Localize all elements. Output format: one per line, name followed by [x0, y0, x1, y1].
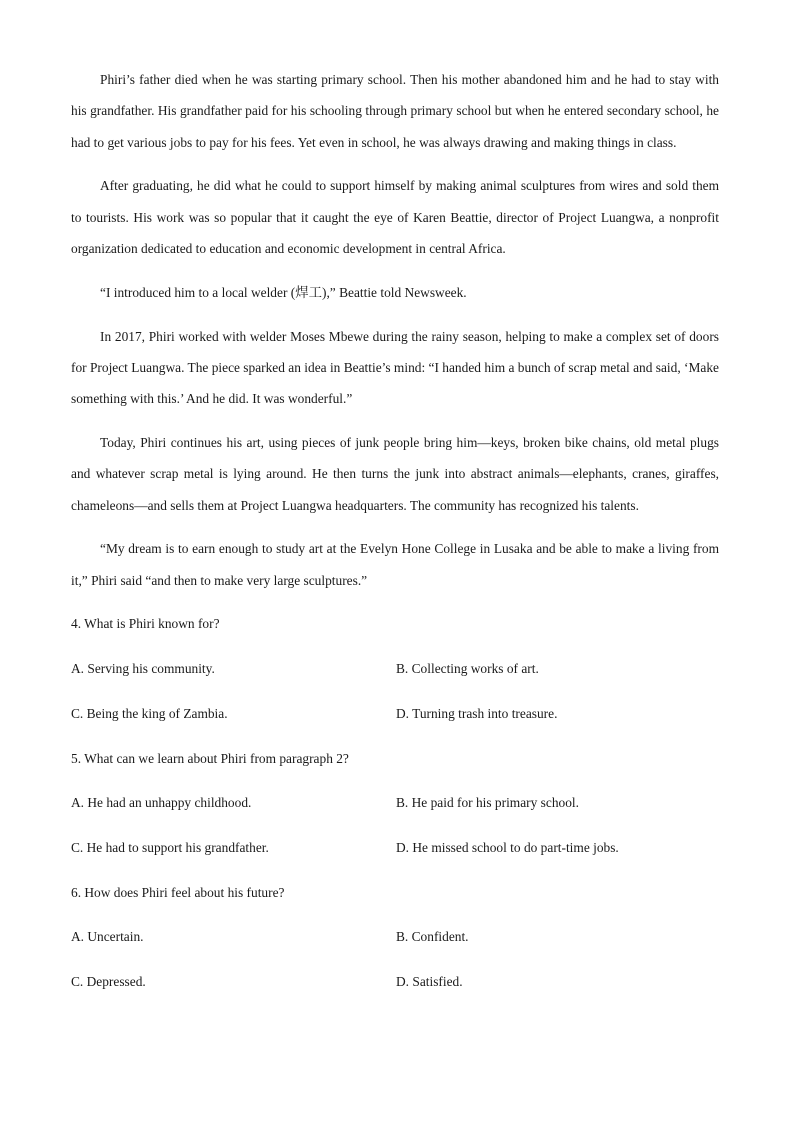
question-5	[71, 743, 719, 864]
option-d: D. Satisfied.	[396, 973, 463, 989]
passage-paragraph: “My dream is to earn enough to study art at the Evelyn Hone College in Lusaka and be able to make a living from it,” Phiri said “and then to make very large sculptures.”	[71, 541, 719, 588]
option-b: B. He paid for his primary school.	[396, 795, 579, 811]
option-a: A. Serving his community.	[71, 661, 215, 677]
document-page	[71, 64, 719, 1011]
option-d: D. He missed school to do part-time jobs.	[396, 839, 619, 855]
passage-paragraph: In 2017, Phiri worked with welder Moses Mbewe during the rainy season, helping to make a complex set of doors for Project Luangwa. The piece sparked an idea in Beattie’s mind: “I handed him a bunch of scrap metal and said, ‘Make something with this.’ And he did. It was wonderful.”	[71, 328, 719, 407]
option-c: C. Depressed.	[71, 973, 146, 989]
option-c: C. Being the king of Zambia.	[71, 705, 228, 721]
option-a: A. He had an unhappy childhood.	[71, 795, 252, 811]
question-stem: 5. What can we learn about Phiri from paragraph 2?	[71, 750, 349, 766]
options-row	[71, 653, 719, 684]
reading-passage	[71, 64, 719, 596]
question-4	[71, 608, 719, 729]
passage-paragraph: Today, Phiri continues his art, using pieces of junk people bring him—keys, broken bike chains, old metal plugs and whatever scrap metal is lying around. He then turns the junk into abstract animals—elephants, cranes, giraffes, chameleons—and sells them at Project Luangwa headquarters. The community has recognized his talents.	[71, 434, 719, 513]
options-row	[71, 787, 719, 818]
question-6	[71, 877, 719, 998]
option-b: B. Confident.	[396, 929, 469, 945]
question-stem: 4. What is Phiri known for?	[71, 616, 220, 632]
question-stem: 6. How does Phiri feel about his future?	[71, 884, 285, 900]
options-row	[71, 921, 719, 952]
options-row	[71, 966, 719, 997]
option-d: D. Turning trash into treasure.	[396, 705, 558, 721]
passage-paragraph: Phiri’s father died when he was starting primary school. Then his mother abandoned him and he had to stay with his grandfather. His grandfather paid for his schooling through primary school but when he entered secondary school, he had to get various jobs to pay for his fees. Yet even in school, he was always drawing and making things in class.	[71, 72, 719, 150]
option-a: A. Uncertain.	[71, 929, 144, 945]
options-row	[71, 698, 719, 729]
option-c: C. He had to support his grandfather.	[71, 839, 269, 855]
passage-paragraph: “I introduced him to a local welder (焊工),” Beattie told Newsweek.	[100, 284, 467, 300]
options-row	[71, 832, 719, 863]
option-b: B. Collecting works of art.	[396, 661, 539, 677]
passage-paragraph: After graduating, he did what he could to support himself by making animal sculptures from wires and sold them to tourists. His work was so popular that it caught the eye of Karen Beattie, director of Project Luangwa, a nonprofit organization dedicated to education and economic development in central Africa.	[71, 178, 719, 256]
